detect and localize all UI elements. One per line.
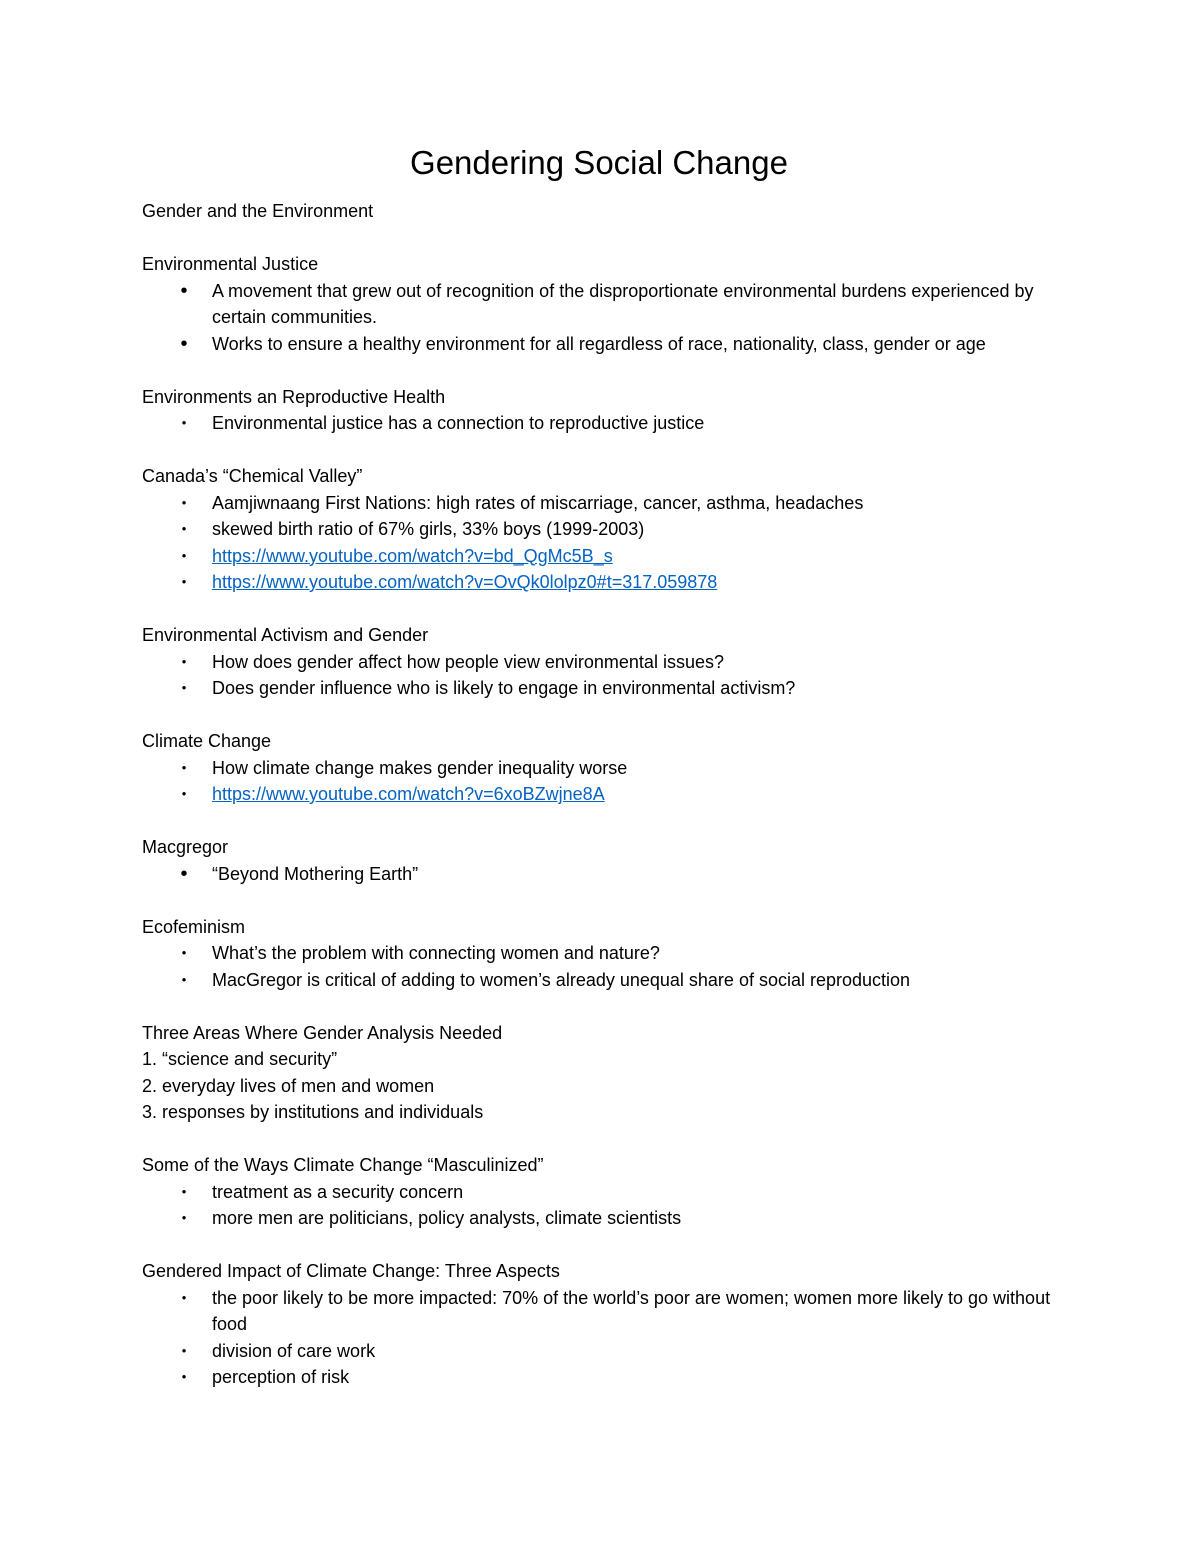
bullet-icon: • bbox=[181, 1289, 187, 1305]
list-item: • Environmental justice has a connection to reproductive justice bbox=[142, 410, 1056, 437]
section-heading: Canada’s “Chemical Valley” bbox=[142, 466, 363, 486]
bullet-icon: • bbox=[180, 332, 188, 355]
youtube-link-2[interactable]: https://www.youtube.com/watch?v=OvQk0lolpz0#t=317.059878 bbox=[212, 572, 718, 592]
list-item bbox=[142, 569, 1056, 596]
bullet-list bbox=[142, 490, 1056, 596]
section-masculinized bbox=[142, 1152, 1056, 1232]
bullet-icon: • bbox=[181, 945, 187, 960]
list-item: • How does gender affect how people view environmental issues? bbox=[142, 649, 1056, 676]
section-heading: Some of the Ways Climate Change “Masculinized” bbox=[142, 1155, 544, 1175]
list-item: • Aamjiwnaang First Nations: high rates of miscarriage, cancer, asthma, headaches bbox=[142, 490, 1056, 517]
youtube-link-3[interactable]: https://www.youtube.com/watch?v=6xoBZwjne8A bbox=[212, 784, 605, 804]
bullet-list bbox=[142, 755, 1056, 808]
bullet-icon: • bbox=[181, 1369, 187, 1384]
list-item: • Does gender influence who is likely to engage in environmental activism? bbox=[142, 675, 1056, 702]
list-item bbox=[142, 781, 1056, 808]
section-heading: Environments an Reproductive Health bbox=[142, 386, 446, 407]
list-item: • What’s the problem with connecting women and nature? bbox=[142, 940, 1056, 967]
list-item: • treatment as a security concern bbox=[142, 1179, 1056, 1206]
bullet-list bbox=[142, 940, 1056, 993]
section-gendered-impact bbox=[142, 1258, 1056, 1391]
section-reproductive-health bbox=[142, 384, 1056, 437]
numbered-list bbox=[142, 1046, 1056, 1126]
list-item bbox=[142, 543, 1056, 570]
list-item: • “Beyond Mothering Earth” bbox=[142, 861, 1056, 888]
youtube-link-1[interactable]: https://www.youtube.com/watch?v=bd_QgMc5B_s bbox=[212, 545, 613, 566]
bullet-icon: • bbox=[180, 862, 188, 885]
bullet-list bbox=[142, 278, 1056, 358]
list-item: • Works to ensure a healthy environment for all regardless of race, nationality, class, gender or age bbox=[142, 331, 1056, 358]
bullet-icon: • bbox=[181, 759, 187, 775]
bullet-icon: • bbox=[181, 786, 187, 801]
bullet-list bbox=[142, 410, 1056, 437]
bullet-icon: • bbox=[181, 547, 187, 563]
bullet-icon: • bbox=[180, 279, 188, 302]
document-title: Gendering Social Change bbox=[410, 144, 788, 181]
bullet-icon: • bbox=[181, 971, 187, 987]
bullet-icon: • bbox=[181, 494, 187, 510]
section-ecofeminism bbox=[142, 914, 1056, 994]
bullet-list bbox=[142, 649, 1056, 702]
list-item: • MacGregor is critical of adding to women’s already unequal share of social reproduction bbox=[142, 967, 1056, 994]
section-heading: Ecofeminism bbox=[142, 916, 246, 937]
list-item: 1. “science and security” bbox=[142, 1049, 338, 1069]
section-environmental-justice bbox=[142, 251, 1056, 357]
section-heading: Three Areas Where Gender Analysis Needed bbox=[142, 1022, 503, 1043]
section-heading: Climate Change bbox=[142, 731, 272, 751]
bullet-icon: • bbox=[181, 1342, 187, 1358]
section-heading: Gendered Impact of Climate Change: Three Aspects bbox=[142, 1261, 560, 1281]
list-item: • division of care work bbox=[142, 1338, 1056, 1365]
section-macgregor bbox=[142, 834, 1056, 887]
document-subtitle: Gender and the Environment bbox=[142, 201, 374, 221]
section-three-areas bbox=[142, 1020, 1056, 1126]
section-heading: Macgregor bbox=[142, 837, 229, 857]
list-item: • more men are politicians, policy analysts, climate scientists bbox=[142, 1205, 1056, 1232]
section-heading: Environmental Activism and Gender bbox=[142, 625, 429, 645]
list-item: • A movement that grew out of recognition of the disproportionate environmental burdens experienced by certain communities. bbox=[142, 278, 1056, 331]
bullet-list bbox=[142, 1285, 1056, 1391]
list-item: • skewed birth ratio of 67% girls, 33% boys (1999-2003) bbox=[142, 516, 1056, 543]
bullet-icon: • bbox=[181, 1210, 187, 1225]
section-climate-change bbox=[142, 728, 1056, 808]
section-activism-gender bbox=[142, 622, 1056, 702]
list-item: • perception of risk bbox=[142, 1364, 1056, 1391]
list-item: 2. everyday lives of men and women bbox=[142, 1075, 435, 1096]
section-heading: Environmental Justice bbox=[142, 254, 319, 274]
bullet-list bbox=[142, 861, 1056, 888]
bullet-icon: • bbox=[181, 521, 187, 536]
bullet-icon: • bbox=[181, 653, 187, 669]
bullet-icon: • bbox=[181, 415, 187, 430]
list-item: 3. responses by institutions and individuals bbox=[142, 1102, 484, 1122]
bullet-list bbox=[142, 1179, 1056, 1232]
list-item: • How climate change makes gender inequality worse bbox=[142, 755, 1056, 782]
bullet-icon: • bbox=[181, 574, 187, 589]
bullet-icon: • bbox=[181, 680, 187, 695]
section-chemical-valley bbox=[142, 463, 1056, 596]
list-item: • the poor likely to be more impacted: 70% of the world’s poor are women; women more likely to go without food bbox=[142, 1285, 1056, 1338]
bullet-icon: • bbox=[181, 1183, 187, 1199]
